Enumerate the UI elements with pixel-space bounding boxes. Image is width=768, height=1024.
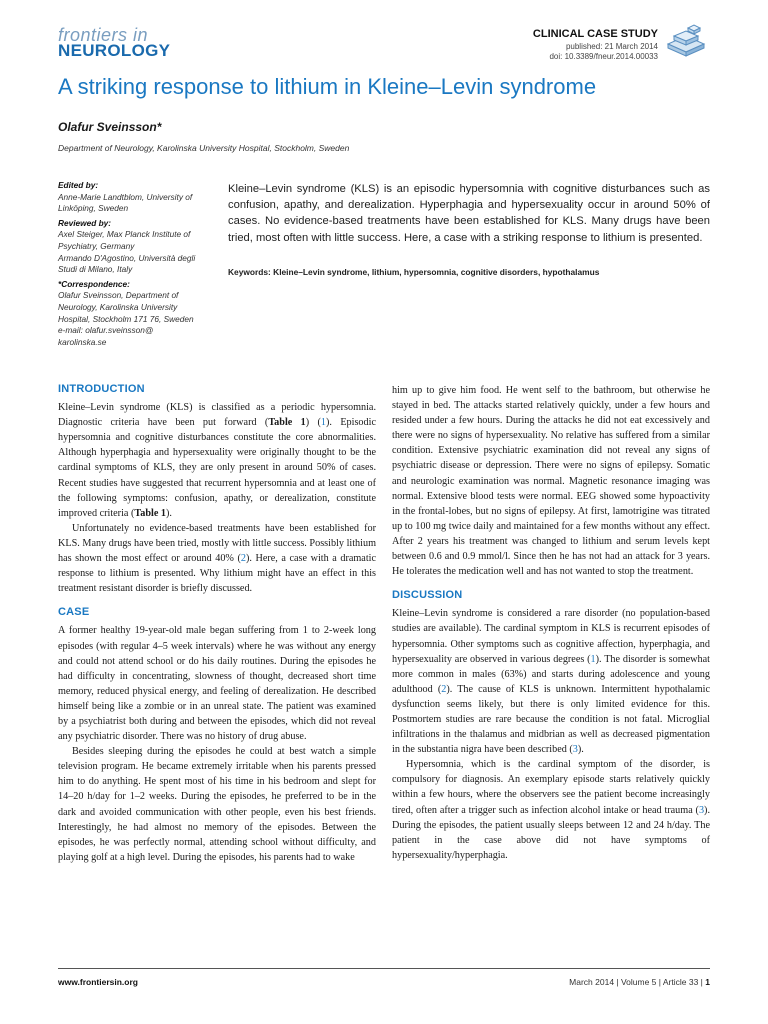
introduction-paragraph: Kleine–Levin syndrome (KLS) is classified as a periodic hypersomnia. Diagnostic criteria have been put forward (Table 1) (1). Episodic hypersomnia and cognitive disturbances constitute the core abnormalities. Although hyperphagia and hypersexuality were originally thought to be the cardinal symptoms of KLS, they are only present in around 50% of cases. Recent studies have suggested that recurrent hypersomnia and at least one of the following symptoms: confusion, apathy, or derealization, constitute improved criteria (Table 1). [58,402,376,519]
author-affiliation: Department of Neurology, Karolinska University Hospital, Stockholm, Sweden [58,143,350,153]
correspondence-line: Hospital, Stockholm 171 76, Sweden [58,313,194,324]
journal-name-line1: frontiers in [58,25,149,45]
editorial-sidebar [58,180,218,348]
reviewer-line: Psychiatry, Germany [58,240,135,251]
case-paragraph: him up to give him food. He went self to the bathroom, but otherwise he stayed in bed. The attacks started relatively quickly, under a few hours and resided under a few hours. During the attacks he did not eat excessively and there were no signs of hypersexuality. No relative has suffered from a similar condition. Extensive psychiatric examination did not reveal any signs of psychiatric disease or depression. There were no signs of epilepsy. Somatic and neurologic examination was normal. Magnetic resonance imaging was normal. Extensive blood tests were normal. EEG showed some hypoactivity in the frontal-lobes, but no signs of epilepsy. At first, lamotrigine was titrated up to 100 mg twice daily and maintained for a few months without any effect. After 2 years his treatment was changed to lithium and serum levels kept between 0.6 and 0.9 mmol/l. Since then he has not had an attack for 3 years. He tolerates the medication well and has not wanted to stop the treatment. [392,385,710,578]
correspondence-label: *Correspondence: [58,278,130,289]
article-title: A striking response to lithium in Kleine–Levin syndrome [58,74,597,99]
case-heading: CASE [58,606,90,619]
reviewer-line: Studi di Milano, Italy [58,264,133,275]
page-number: 1 [705,977,710,987]
journal-logo [58,26,170,59]
reference-link[interactable]: 2 [441,683,447,695]
article-type: CLINICAL CASE STUDY [532,28,658,40]
keywords: Keywords: Kleine–Levin syndrome, lithium, hypersomnia, cognitive disorders, hypothalamus [228,267,600,277]
introduction-heading: INTRODUCTION [58,383,145,395]
stacked-cube-icon [664,22,708,58]
reviewed-by-label: Reviewed by: [58,217,112,228]
editor-line: Linköping, Sweden [58,203,129,214]
editor-line: Anne-Marie Landtblom, University of [58,191,193,202]
correspondence-email[interactable]: e-mail: olafur.sveinsson@ [58,325,154,336]
discussion-paragraph: Hypersomnia, which is the cardinal symptom of the disorder, is compulsory for diagnosis. An exemplary episode starts relatively quickly within a few hours, where the observers see the patient become increasingly tired, often after a trigger such as infection alcohol intake or head trauma (3). During the episodes, the patient usually sleeps between 12 and 24 h/day. The patient in the case above did not have symptoms of hypersexuality/hyperphagia. [392,759,710,861]
journal-name-line2: NEUROLOGY [58,41,171,60]
reference-link[interactable]: 2 [240,553,246,565]
footer-divider [58,968,710,969]
abstract: Kleine–Levin syndrome (KLS) is an episodic hypersomnia with cognitive disturbances such as confusion, apathy, and derealization. Hyperphagia and hypersexuality occur in around 50% of cases. No evidence-based treatments have been established for KLS. Many drugs have been tried, most often with little success. Here, a case with a striking response to lithium is presented. [228,183,710,244]
publication-info [549,42,658,62]
right-column [392,383,710,863]
reference-link[interactable]: 1 [590,653,596,665]
table-1-link[interactable]: Table 1 [134,507,166,519]
published-date: published: 21 March 2014 [565,42,658,51]
reviewer-line: Axel Steiger, Max Planck Institute of [58,229,191,240]
edited-by-label: Edited by: [58,180,99,190]
reference-link[interactable]: 3 [698,804,705,816]
correspondence-line: Neurology, Karolinska University [58,301,178,312]
issue-info: March 2014 | Volume 5 | Article 33 | 1 [569,977,710,987]
reviewer-line: Armando D'Agostino, Università degli [58,252,196,263]
journal-website-link[interactable]: www.frontiersin.org [58,977,138,987]
reference-link[interactable]: 3 [572,744,578,756]
case-paragraph: A former healthy 19-year-old male began suffering from 1 to 2-week long episodes (with regular 4–5 week intervals) where he was without any energy and could not attend school or do his daily routines. During the episodes he had difficulty in concentrating, slowness of thought, decreased short time memory, reduced physical energy, and feeling of derealization. He described himself being like a zombie or in an unreal state. The patient was examined by a psychiatrist both during and between the episodes, which did not reveal any psychiatric disorder. There was no history of drug abuse. [58,625,376,743]
correspondence-line: Olafur Sveinsson, Department of [58,290,179,301]
discussion-heading: DISCUSSION [392,589,463,602]
case-paragraph: Besides sleeping during the episodes he could at best watch a simple television program. He became extremely irritable when his parents pressed him to do anything. He spent most of his time in his bedroom and slept for 14–20 h/day for 1–2 weeks. During the episodes, he preferred to be in the dark and avoided communication with other people, even his best friends. Interestingly, he had almost no memory of the episodes. Between the episodes, he was perfectly normal, attending school without difficulty, and playing golf at a high level. During the episodes, his parents had to wake [58,746,376,863]
discussion-paragraph: Kleine–Levin syndrome is considered a rare disorder (no population-based studies are available). The cardinal symptom in KLS is recurrent episodes of hypersomnia. Other symptoms such as cognitive affection, hyperphagia, and hypersexuality are observed in various degrees (1). The disorder is somewhat more common in males (63%) and starts during adolescence and young adulthood (2). The cause of KLS is unknown. Intermittent hypothalamic dysfunction seems likely, but there is only limited evidence for this. Postmortem studies are rare because the condition is not fatal. Microglial infiltrations in the thalamus and midbrian as well as decreased pigmentation in the substantia nigra have been described (3). [392,608,710,756]
introduction-paragraph: Unfortunately no evidence-based treatments have been established for KLS. Many drugs have been tried, mostly with little success. Possibly lithium has shown the most effect or around 40% (2). Here, a case with a dramatic response to lithium is presented. Why lithium might have an effect in this treatment resistant disorder is briefly discussed. [58,522,377,595]
author-name: Olafur Sveinsson* [58,120,162,134]
doi: doi: 10.3389/fneur.2014.00033 [549,52,658,61]
table-1-link[interactable]: Table 1 [268,417,306,429]
left-column [58,382,376,865]
correspondence-email[interactable]: karolinska.se [58,336,107,347]
reference-link[interactable]: 1 [320,417,327,429]
